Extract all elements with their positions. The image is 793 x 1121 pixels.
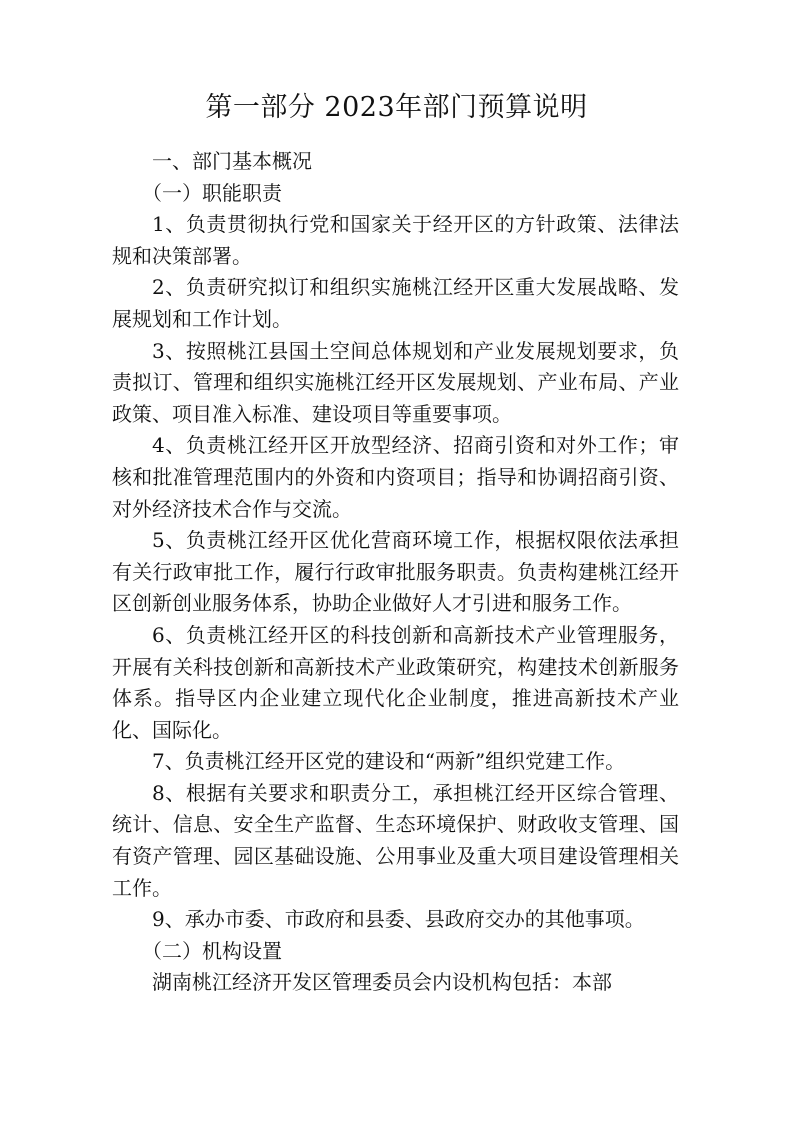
duty-item-3: 3、按照桃江县国土空间总体规划和产业发展规划要求，负责拟订、管理和组织实施桃江经开区发展规划、产业布局、产业政策、项目准入标准、建设项目等重要事项。: [112, 338, 679, 426]
duty-item-2: 2、负责研究拟订和组织实施桃江经开区重大发展战略、发展规划和工作计划。: [112, 275, 679, 331]
duty-item-1: 1、负责贯彻执行党和国家关于经开区的方针政策、法律法规和决策部署。: [112, 212, 679, 268]
duty-item-9: 9、承办市委、市政府和县委、县政府交办的其他事项。: [152, 907, 645, 932]
subsection-heading-organization: （二）机构设置: [142, 938, 282, 963]
duty-item-7: 7、负责桃江经开区党的建设和“两新”组织党建工作。: [152, 749, 626, 774]
organization-paragraph: 湖南桃江经济开发区管理委员会内设机构包括：本部: [152, 970, 612, 995]
duty-item-4: 4、负责桃江经开区开放型经济、招商引资和对外工作；审核和批准管理范围内的外资和内资项目；指导和协调招商引资、对外经济技术合作与交流。: [112, 433, 679, 521]
duty-item-5: 5、负责桃江经开区优化营商环境工作，根据权限依法承担有关行政审批工作，履行行政审批服务职责。负责构建桃江经开区创新创业服务体系，协助企业做好人才引进和服务工作。: [112, 528, 679, 616]
duty-item-8: 8、根据有关要求和职责分工，承担桃江经开区综合管理、统计、信息、安全生产监督、生态环境保护、财政收支管理、国有资产管理、园区基础设施、公用事业及重大项目建设管理相关工作。: [112, 780, 679, 900]
document-body: [112, 146, 679, 999]
subsection-heading-duties: （一）职能职责: [142, 180, 282, 205]
section-heading-basic-overview: 一、部门基本概况: [152, 149, 312, 173]
duty-item-6: 6、负责桃江经开区的科技创新和高新技术产业管理服务，开展有关科技创新和高新技术产业政策研究，构建技术创新服务体系。指导区内企业建立现代化企业制度，推进高新技术产业化、国际化。: [112, 622, 679, 742]
page-title: 第一部分 2023年部门预算说明: [205, 92, 588, 123]
